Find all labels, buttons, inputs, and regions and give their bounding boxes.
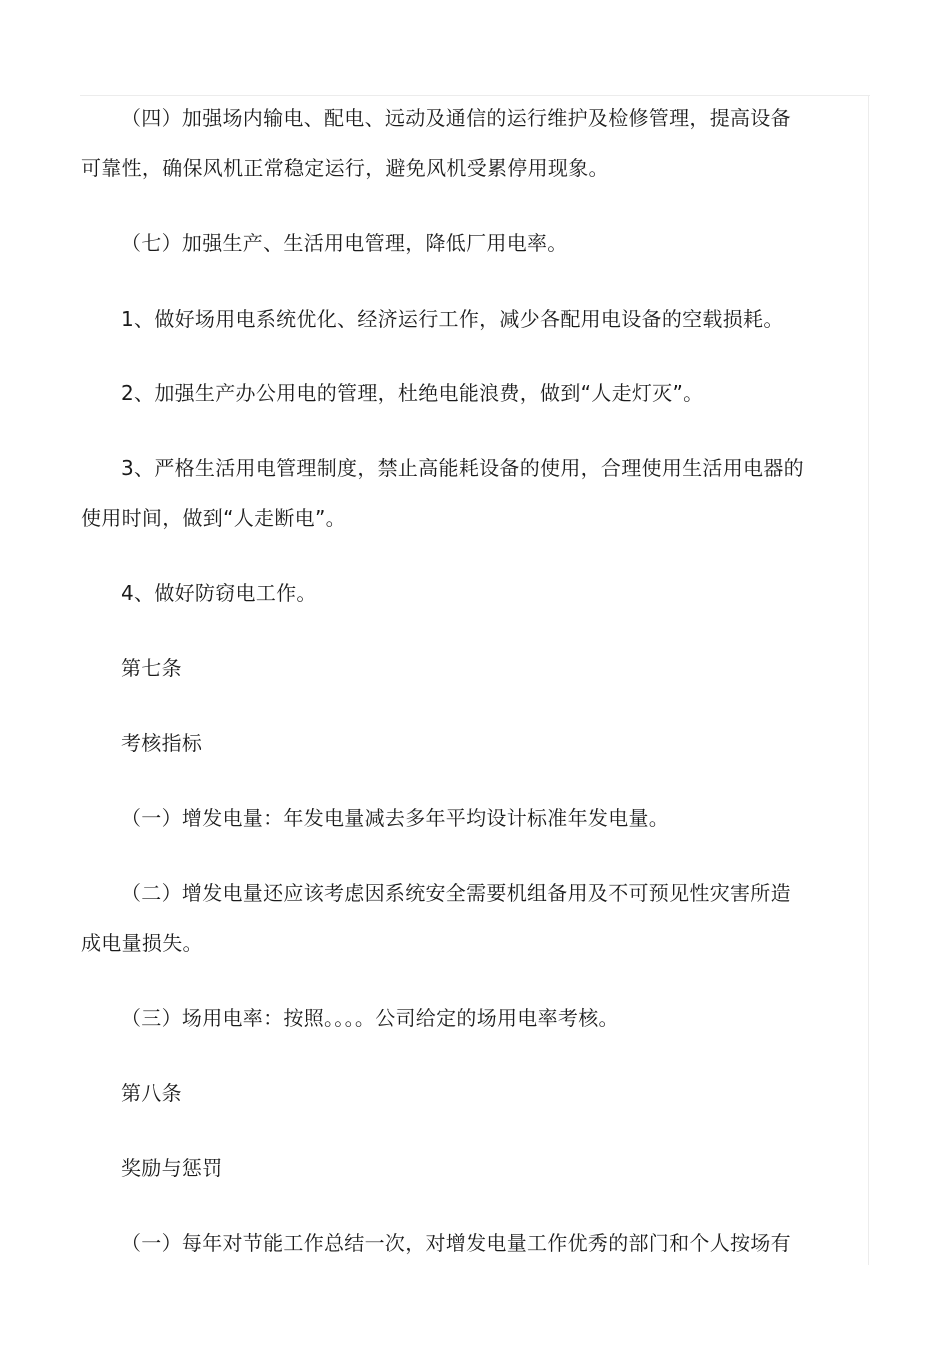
page-border-top (80, 95, 870, 96)
section-heading: 奖励与惩罚 (121, 1156, 223, 1180)
paragraph-line: （七）加强生产、生活用电管理，降低厂用电率。 (121, 231, 568, 255)
paragraph-line: 1、做好场用电系统优化、经济运行工作，减少各配用电设备的空载损耗。 (121, 307, 784, 331)
paragraph-line: 2、加强生产办公用电的管理，杜绝电能浪费，做到“人走灯灭”。 (121, 381, 704, 405)
paragraph-line: 使用时间，做到“人走断电”。 (81, 506, 346, 530)
page-border-right (868, 95, 869, 1265)
section-heading: 考核指标 (121, 731, 203, 755)
paragraph-line: （一）增发电量：年发电量减去多年平均设计标准年发电量。 (121, 806, 670, 830)
paragraph-line: （三）场用电率：按照。。。。公司给定的场用电率考核。 (121, 1006, 619, 1030)
paragraph-line: （二）增发电量还应该考虑因系统安全需要机组备用及不可预见性灾害所造 (121, 881, 791, 905)
paragraph-line: 可靠性，确保风机正常稳定运行，避免风机受累停用现象。 (81, 156, 609, 180)
paragraph-line: 3、严格生活用电管理制度，禁止高能耗设备的使用，合理使用生活用电器的 (121, 456, 804, 480)
paragraph-line: 成电量损失。 (81, 931, 203, 955)
paragraph-line: （四）加强场内输电、配电、远动及通信的运行维护及检修管理，提高设备 (121, 106, 791, 130)
paragraph-line: （一）每年对节能工作总结一次，对增发电量工作优秀的部门和个人按场有 (121, 1231, 791, 1255)
section-heading: 第八条 (121, 1081, 182, 1105)
paragraph-line: 4、做好防窃电工作。 (121, 581, 317, 605)
section-heading: 第七条 (121, 656, 182, 680)
